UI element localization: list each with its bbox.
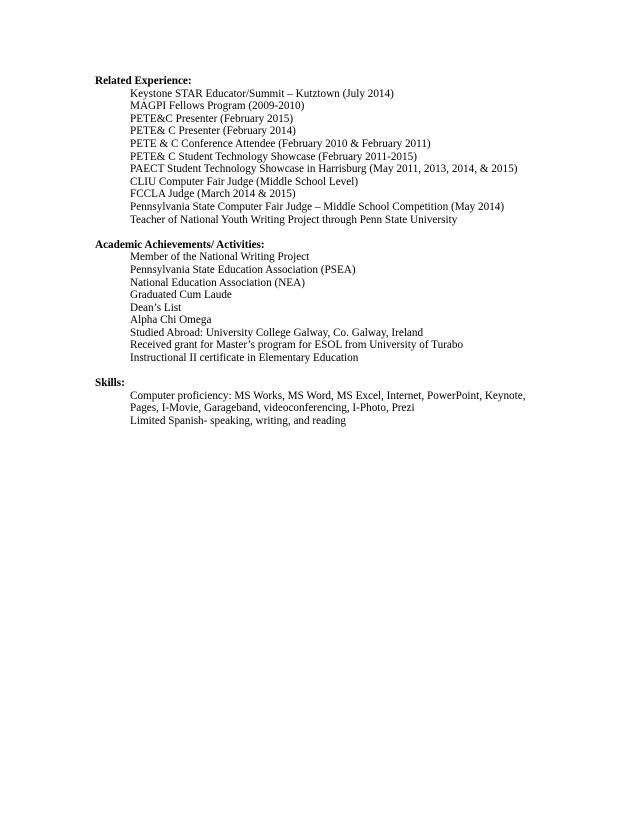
list-item: Received grant for Master’s program for ESOL from University of Turabo xyxy=(130,339,464,352)
academic-achievements-section xyxy=(95,239,555,365)
list-item: National Education Association (NEA) xyxy=(130,276,305,289)
related-experience-heading: Related Experience: xyxy=(95,75,192,87)
list-item: PAECT Student Technology Showcase in Harrisburg (May 2011, 2013, 2014, & 2015) xyxy=(130,163,518,176)
academic-achievements-list xyxy=(95,251,555,364)
list-item: Keystone STAR Educator/Summit – Kutztown (July 2014) xyxy=(130,87,394,100)
skills-section xyxy=(95,377,555,427)
list-item: PETE& C Presenter (February 2014) xyxy=(130,125,296,138)
related-experience-section xyxy=(95,75,555,226)
list-item: CLIU Computer Fair Judge (Middle School Level) xyxy=(130,175,359,188)
list-item: Graduated Cum Laude xyxy=(130,289,232,302)
list-item: Teacher of National Youth Writing Project through Penn State University xyxy=(130,213,458,226)
list-item: Member of the National Writing Project xyxy=(130,251,310,264)
list-item: Pennsylvania State Education Association (PSEA) xyxy=(130,263,356,276)
related-experience-list xyxy=(95,88,555,227)
list-item: Dean’s List xyxy=(130,301,182,314)
skills-heading: Skills: xyxy=(95,377,125,390)
document-body xyxy=(95,75,555,440)
list-item: PETE&C Presenter (February 2015) xyxy=(130,112,294,125)
skills-list xyxy=(95,390,555,428)
list-item: Pennsylvania State Computer Fair Judge – Middle School Competition (May 2014) xyxy=(130,200,505,213)
list-item: PETE& C Student Technology Showcase (February 2011-2015) xyxy=(130,150,417,163)
list-item: MAGPI Fellows Program (2009-2010) xyxy=(130,100,305,113)
list-item: FCCLA Judge (March 2014 & 2015) xyxy=(130,188,296,201)
list-item: Computer proficiency: MS Works, MS Word, MS Excel, Internet, PowerPoint, Keynote, Pages, I-Movie, Garageband, videoconferencing, I-Photo, Prezi xyxy=(130,389,526,415)
list-item: Instructional II certificate in Elementary Education xyxy=(130,352,359,365)
list-item: Limited Spanish- speaking, writing, and reading xyxy=(130,415,346,428)
academic-achievements-heading: Academic Achievements/ Activities: xyxy=(95,238,265,251)
list-item: Alpha Chi Omega xyxy=(130,314,212,327)
list-item: Studied Abroad: University College Galway, Co. Galway, Ireland xyxy=(130,326,424,339)
list-item: PETE & C Conference Attendee (February 2010 & February 2011) xyxy=(130,137,431,150)
